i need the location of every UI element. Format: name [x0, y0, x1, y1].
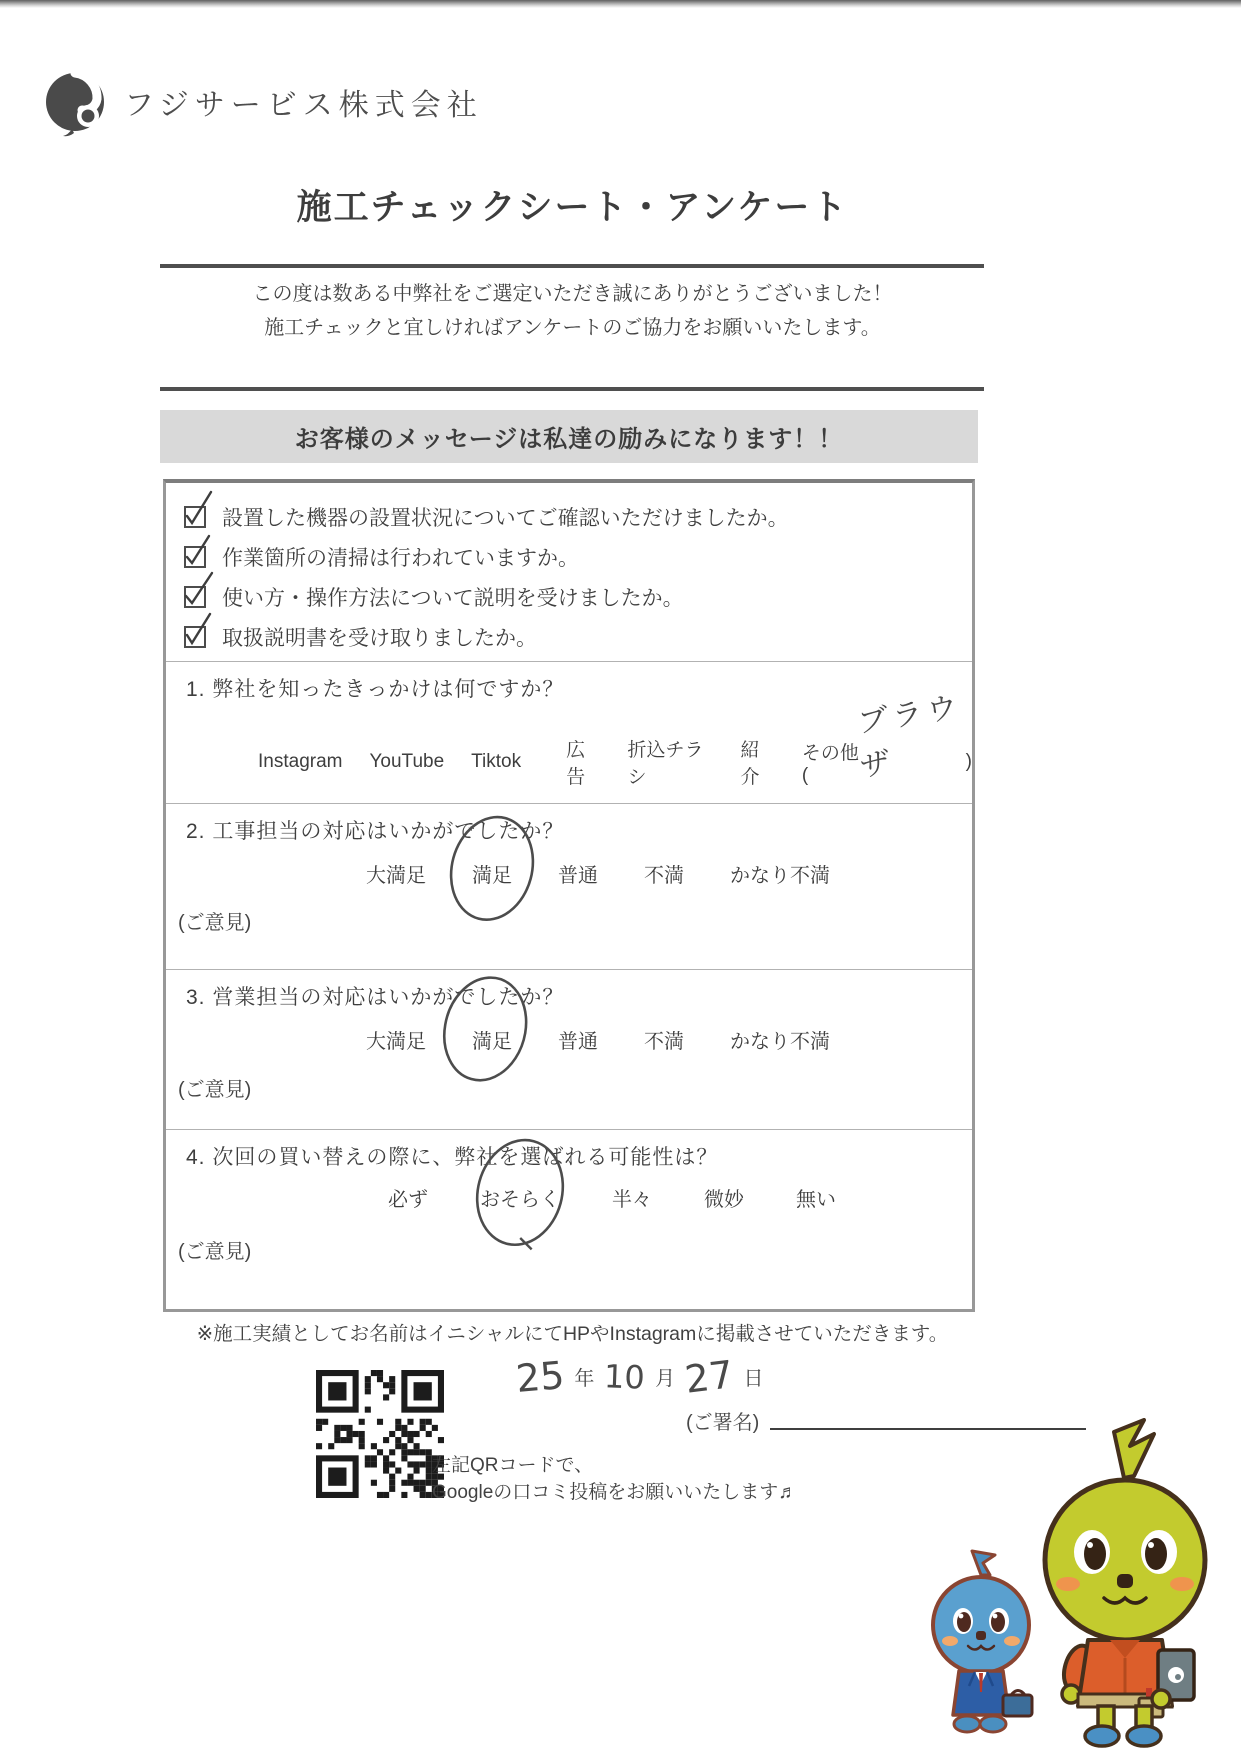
circled-option	[472, 859, 512, 888]
mascot-green-character	[1038, 1418, 1213, 1750]
circled-option	[480, 1183, 560, 1212]
option-youtube: YouTube	[369, 751, 445, 772]
checklist-item-label: 取扱説明書を受け取りましたか。	[222, 627, 537, 650]
question-1-options	[258, 735, 972, 789]
month-label: 月	[655, 1368, 676, 1390]
option-other-open: その他(	[801, 742, 859, 786]
option-kanarazu: 必ず	[388, 1189, 428, 1211]
divider-rule	[160, 264, 984, 268]
option-bimyou: 微妙	[704, 1189, 744, 1211]
scan-edge-artifact	[0, 0, 1241, 8]
option-manzoku: 満足	[472, 1031, 512, 1053]
option-futsuu: 普通	[558, 1031, 598, 1053]
option-other-close: )	[965, 751, 972, 772]
option-kanari-fuman: かなり不満	[730, 1031, 830, 1053]
checklist-item	[184, 537, 958, 577]
option-fuman: 不満	[644, 865, 684, 887]
section-divider	[166, 661, 972, 662]
question-2-label	[186, 815, 564, 845]
question-number: 2.	[186, 820, 206, 843]
option-nai: 無い	[796, 1189, 836, 1211]
option-instagram: Instagram	[258, 751, 343, 772]
option-tiktok: Tiktok	[471, 751, 522, 772]
handwritten-answer-q1: ブラウザ	[856, 689, 963, 786]
question-number: 1.	[186, 678, 206, 701]
checked-checkbox-icon	[184, 586, 206, 608]
option-daimanzoku: 大満足	[366, 865, 426, 887]
footer-note: ※施工実績としてお名前はイニシャルにてHPやInstagramに掲載させていただきます。	[196, 1323, 949, 1345]
section-divider	[166, 1129, 972, 1130]
checked-checkbox-icon	[184, 626, 206, 648]
question-4-options	[388, 1183, 836, 1212]
intro-line-2: 施工チェックと宜しければアンケートのご協力をお願いいたします。	[264, 317, 881, 339]
mascot-blue-character	[925, 1545, 1037, 1740]
option-futsuu: 普通	[558, 865, 598, 887]
checked-checkbox-icon	[184, 506, 206, 528]
question-text: 弊社を知ったきっかけは何ですか？	[212, 678, 565, 701]
option-chirashi: 折込チラシ	[627, 740, 704, 788]
signature-label: (ご署名)	[686, 1412, 760, 1434]
checklist-section	[184, 497, 958, 657]
message-banner: お客様のメッセージは私達の励みになります！！	[160, 410, 978, 463]
qr-caption-line-2: Googleの口コミ投稿をお願いいたします♬	[432, 1482, 798, 1503]
question-1-label	[186, 673, 564, 703]
checked-checkbox-icon	[184, 546, 206, 568]
company-logo-row	[44, 66, 483, 138]
option-shoukai: 紹介	[740, 740, 760, 788]
checklist-item-label: 設置した機器の設置状況についてご確認いただけましたか。	[222, 507, 789, 530]
checklist-item	[184, 577, 958, 617]
checklist-item	[184, 497, 958, 537]
handwritten-year: 25	[514, 1352, 567, 1402]
qr-caption-line-1: 左記QRコードで、	[432, 1455, 594, 1476]
section-divider	[166, 969, 972, 970]
checklist-item-label: 使い方・操作方法について説明を受けましたか。	[222, 587, 684, 610]
comment-label: (ご意見)	[178, 1079, 252, 1101]
question-text: 営業担当の対応はいかがでしたか？	[212, 986, 565, 1009]
option-hanhan: 半々	[612, 1189, 652, 1211]
day-label: 日	[743, 1368, 764, 1390]
circled-option	[472, 1025, 512, 1054]
comment-label: (ご意見)	[178, 912, 252, 934]
option-koukoku: 広告	[566, 740, 586, 788]
intro-text	[160, 277, 985, 345]
question-number: 4.	[186, 1146, 206, 1169]
company-logo-icon	[44, 66, 110, 138]
comment-label: (ご意見)	[178, 1241, 252, 1263]
question-3-options	[366, 1025, 830, 1054]
question-text: 次回の買い替えの際に、弊社を選ばれる可能性は？	[212, 1146, 719, 1169]
checklist-item-label: 作業箇所の清掃は行われていますか。	[222, 547, 579, 570]
divider-rule	[160, 387, 984, 391]
question-number: 3.	[186, 986, 206, 1009]
year-label: 年	[574, 1368, 595, 1390]
option-osoraku: おそらく	[480, 1189, 560, 1211]
intro-line-1: この度は数ある中弊社をご選定いただき誠にありがとうございました！	[252, 283, 893, 305]
qr-code	[316, 1370, 444, 1498]
date-row	[514, 1352, 764, 1402]
question-2-options	[366, 859, 830, 888]
question-4-label	[186, 1141, 718, 1171]
company-name: フジサービス株式会社	[124, 89, 483, 122]
question-text: 工事担当の対応はいかがでしたか？	[212, 820, 565, 843]
option-daimanzoku: 大満足	[366, 1031, 426, 1053]
page-title: 施工チェックシート・アンケート	[296, 188, 849, 227]
handwritten-day: 27	[682, 1352, 736, 1402]
option-fuman: 不満	[644, 1031, 684, 1053]
checklist-item	[184, 617, 958, 657]
section-divider	[166, 803, 972, 804]
option-kanari-fuman: かなり不満	[730, 865, 830, 887]
survey-box	[163, 479, 975, 1312]
question-3-label	[186, 981, 564, 1011]
option-manzoku: 満足	[472, 865, 512, 887]
handwritten-month: 10	[603, 1357, 646, 1397]
